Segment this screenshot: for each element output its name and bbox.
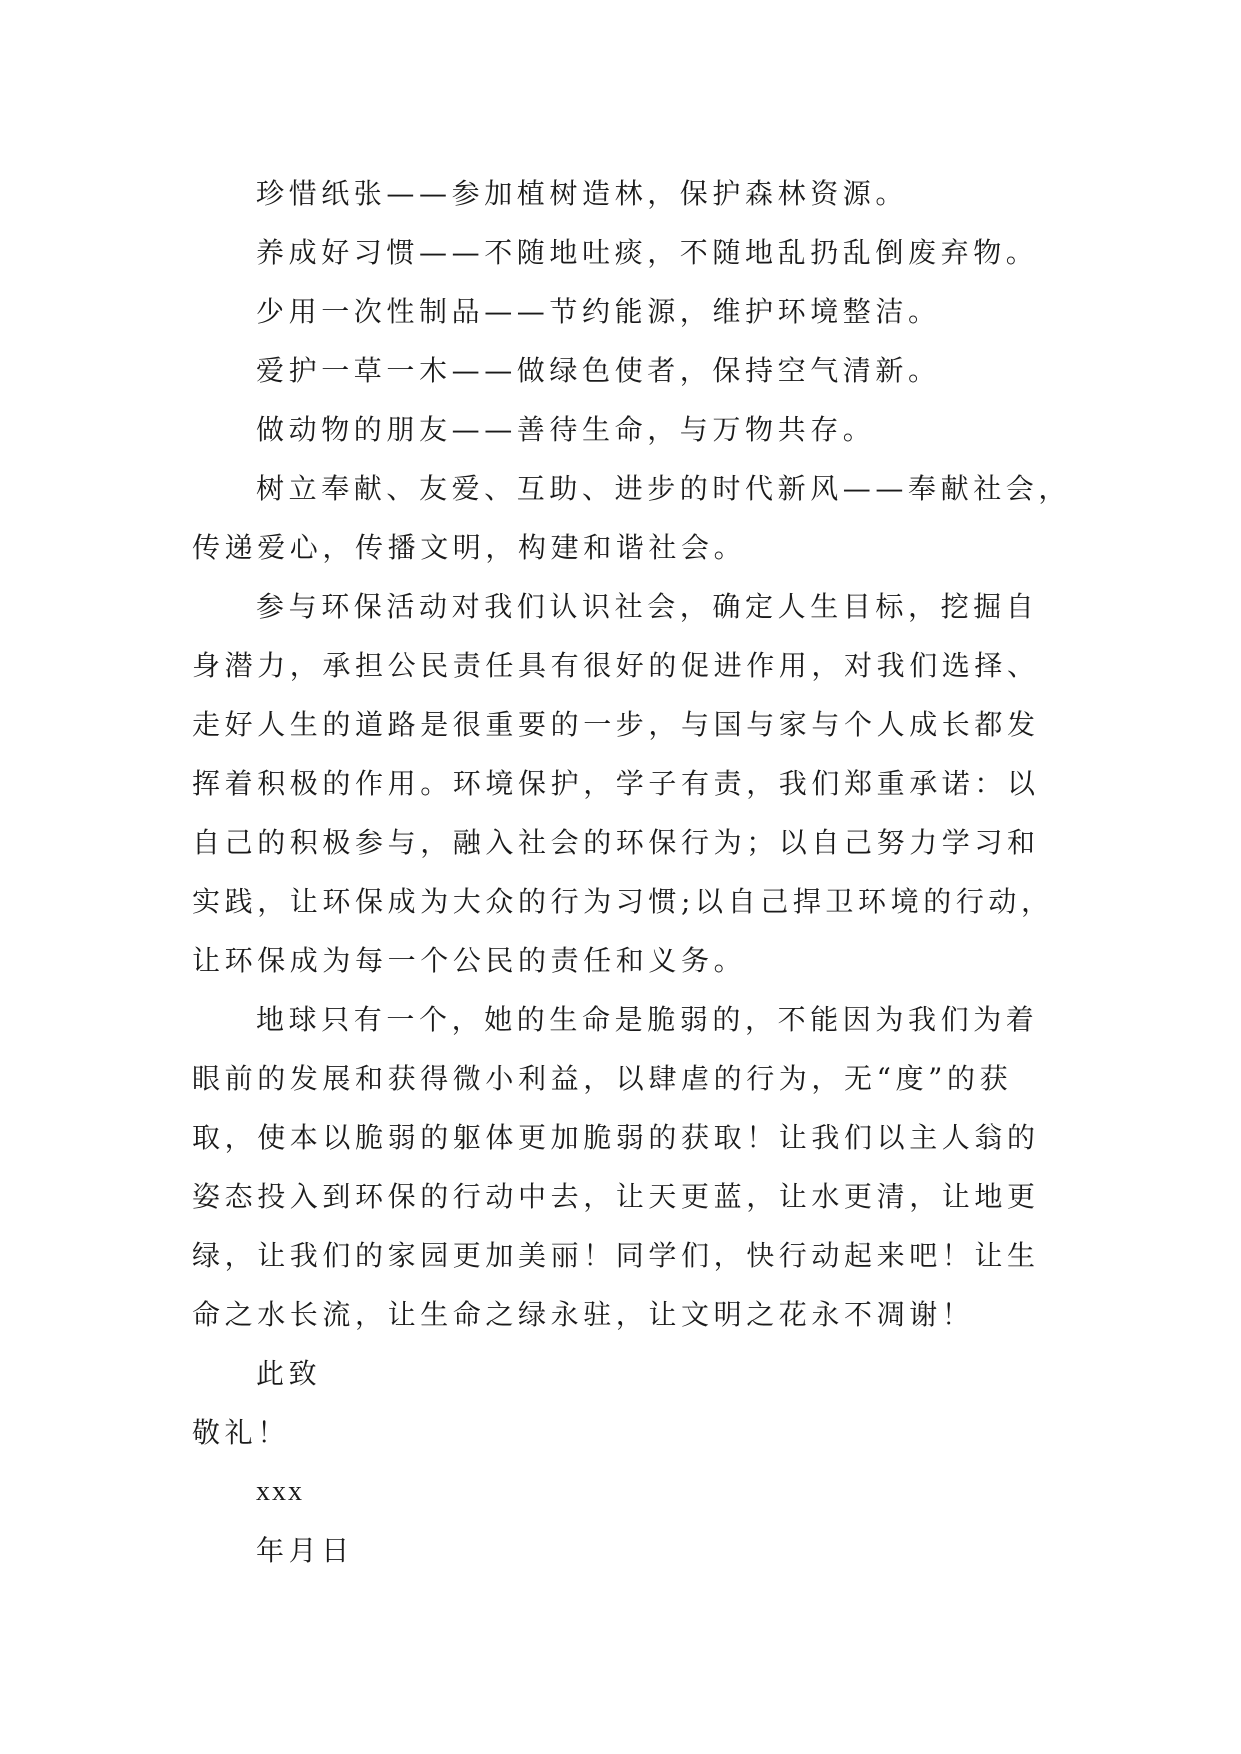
text-line: 让环保成为每一个公民的责任和义务。: [192, 944, 747, 977]
text-line: 做动物的朋友——善待生命，与万物共存。: [256, 413, 876, 446]
text-line: 挥着积极的作用。环境保护，学子有责，我们郑重承诺：以: [192, 767, 1040, 800]
text-line: 爱护一草一木——做绿色使者，保持空气清新。: [256, 354, 941, 387]
text-line: 走好人生的道路是很重要的一步，与国与家与个人成长都发: [192, 708, 1040, 741]
text-line: 珍惜纸张——参加植树造林，保护森林资源。: [256, 177, 909, 210]
letter-body: [192, 164, 1072, 1580]
text-line: 少用一次性制品——节约能源，维护环境整洁。: [256, 295, 941, 328]
text-line: 命之水长流，让生命之绿永驻，让文明之花永不凋谢！: [192, 1298, 975, 1331]
closing-text: 此致: [256, 1357, 322, 1390]
text-line: 养成好习惯——不随地吐痰，不随地乱扔乱倒废弃物。: [256, 236, 1039, 269]
date-line: 年月日: [256, 1534, 354, 1567]
text-line: 参与环保活动对我们认识社会，确定人生目标，挖掘自: [256, 590, 1039, 623]
text-line: 眼前的发展和获得微小利益，以肆虐的行为，无“度”的获: [192, 1062, 1013, 1095]
text-line: 取，使本以脆弱的躯体更加脆弱的获取！让我们以主人翁的: [192, 1121, 1040, 1154]
text-line: 自己的积极参与，融入社会的环保行为；以自己努力学习和: [192, 826, 1040, 859]
text-line: 实践，让环保成为大众的行为习惯;以自己捍卫环境的行动，: [192, 885, 1054, 918]
text-line: 地球只有一个，她的生命是脆弱的，不能因为我们为着: [256, 1003, 1039, 1036]
text-line: 姿态投入到环保的行动中去，让天更蓝，让水更清，让地更: [192, 1180, 1040, 1213]
text-line: 传递爱心，传播文明，构建和谐社会。: [192, 531, 747, 564]
text-line: 树立奉献、友爱、互助、进步的时代新风——奉献社会，: [256, 472, 1072, 505]
text-line: 身潜力，承担公民责任具有很好的促进作用，对我们选择、: [192, 649, 1040, 682]
salute-text: 敬礼！: [192, 1416, 290, 1449]
text-line: 绿，让我们的家园更加美丽！同学们，快行动起来吧！让生: [192, 1239, 1040, 1272]
signature: xxx: [256, 1476, 304, 1507]
